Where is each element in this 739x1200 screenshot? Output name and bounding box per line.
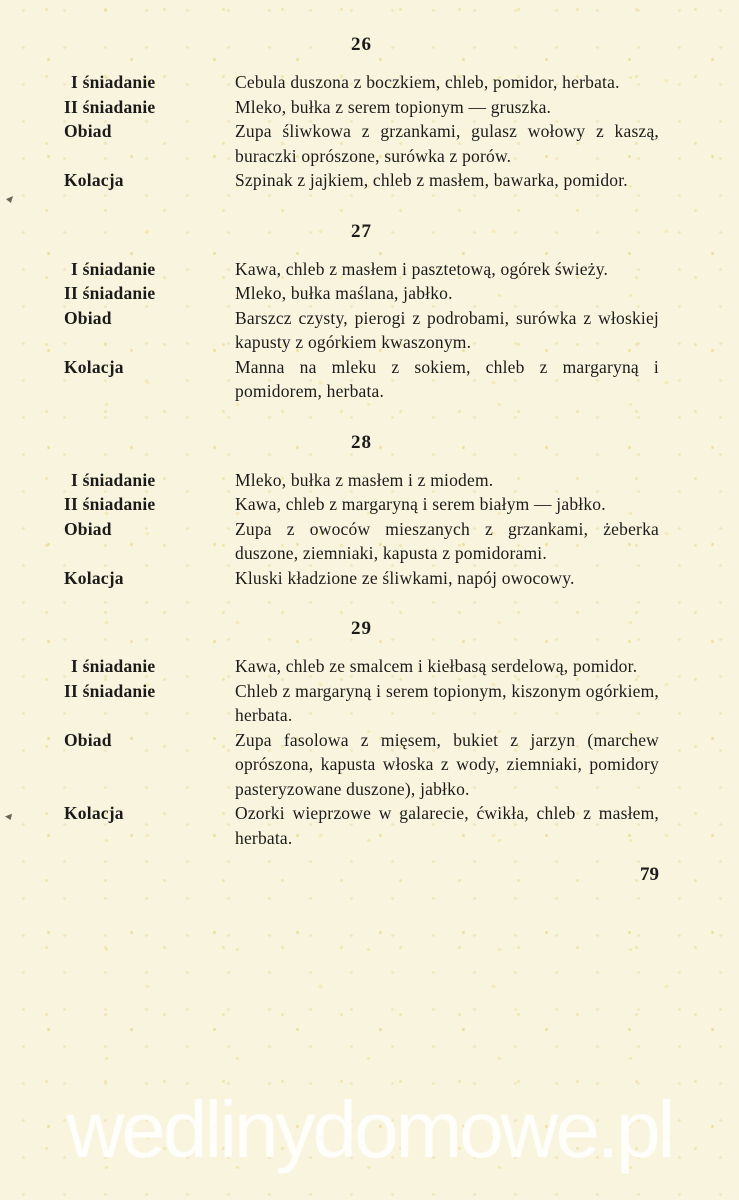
day-section-28	[64, 432, 659, 591]
meal-row	[64, 468, 659, 493]
meal-label: Kolacja	[64, 356, 124, 377]
meal-text: Barszcz czysty, pierogi z podrobami, surówka z włoskiej kapusty z ogórkiem kwaszonym.	[235, 307, 659, 352]
meal-label: Kolacja	[64, 567, 124, 588]
meal-label: I śniadanie	[71, 656, 156, 676]
meal-row	[64, 257, 659, 282]
meal-text: Kawa, chleb ze smalcem i kiełbasą serdelową, pomidor.	[235, 656, 638, 676]
meal-row	[64, 306, 659, 355]
meal-label: II śniadanie	[64, 283, 156, 303]
day-number-heading: 28	[351, 431, 372, 453]
meal-label: Obiad	[64, 307, 112, 328]
day-section-29	[64, 618, 659, 850]
meal-label: Obiad	[64, 729, 112, 750]
meal-label: Obiad	[64, 518, 112, 539]
meal-row	[64, 517, 659, 566]
meal-label: II śniadanie	[64, 96, 156, 117]
day-number-heading: 27	[351, 220, 372, 242]
meal-text: Kluski kładzione ze śliwkami, napój owocowy.	[235, 567, 575, 588]
meal-row	[64, 95, 659, 120]
meal-row	[64, 654, 659, 679]
day-section-27	[64, 221, 659, 404]
meal-row	[64, 168, 659, 193]
meal-row	[64, 801, 659, 850]
meal-label: Kolacja	[64, 170, 124, 190]
meal-row	[64, 119, 659, 168]
meal-row	[64, 679, 659, 728]
meal-text: Ozorki wieprzowe w galarecie, ćwikła, chleb z masłem, herbata.	[235, 803, 659, 848]
day-section-26	[64, 34, 659, 193]
meal-row	[64, 492, 659, 517]
day-number-heading: 29	[351, 618, 372, 639]
meal-text: Zupa śliwkowa z grzankami, gulasz wołowy z kaszą, buraczki oprószone, surówka z porów.	[235, 121, 659, 166]
meal-label: Kolacja	[64, 803, 124, 823]
meal-text: Chleb z margaryną i serem topionym, kiszonym ogórkiem, herbata.	[235, 680, 659, 725]
meal-label: I śniadanie	[71, 258, 156, 279]
meal-row	[64, 566, 659, 591]
meal-row	[64, 70, 659, 95]
meal-label: Obiad	[64, 121, 112, 141]
meal-label: II śniadanie	[64, 494, 156, 514]
meal-text: Szpinak z jajkiem, chleb z masłem, bawarka, pomidor.	[235, 170, 628, 190]
meal-text: Mleko, bułka z masłem i z miodem.	[235, 469, 494, 490]
meal-text: Mleko, bułka z serem topionym — gruszka.	[235, 96, 552, 117]
page-number: 79	[640, 864, 659, 885]
meal-row	[64, 355, 659, 404]
meal-label: I śniadanie	[71, 469, 156, 490]
meal-text: Mleko, bułka maślana, jabłko.	[235, 283, 453, 303]
meal-text: Cebula duszona z boczkiem, chleb, pomidor, herbata.	[235, 72, 620, 92]
meal-text: Kawa, chleb z masłem i pasztetową, ogórek świeży.	[235, 258, 609, 279]
meal-text: Zupa fasolowa z mięsem, bukiet z jarzyn (marchew oprószona, kapusta włoska z wody, ziemniaki, pomidory pasteryzowane duszone), jabłko.	[235, 729, 659, 799]
meal-text: Zupa z owoców mieszanych z grzankami, żeberka duszone, ziemniaki, kapusta z pomidorami.	[235, 518, 659, 563]
meal-label: II śniadanie	[64, 680, 156, 701]
watermark: wedlinydomowe.pl	[66, 1085, 673, 1174]
meal-text: Manna na mleku z sokiem, chleb z margaryną i pomidorem, herbata.	[235, 356, 659, 401]
meal-label: I śniadanie	[71, 72, 156, 92]
meal-row	[64, 728, 659, 802]
meal-text: Kawa, chleb z margaryną i serem białym — jabłko.	[235, 494, 606, 514]
day-number-heading: 26	[351, 34, 372, 55]
meal-row	[64, 281, 659, 306]
